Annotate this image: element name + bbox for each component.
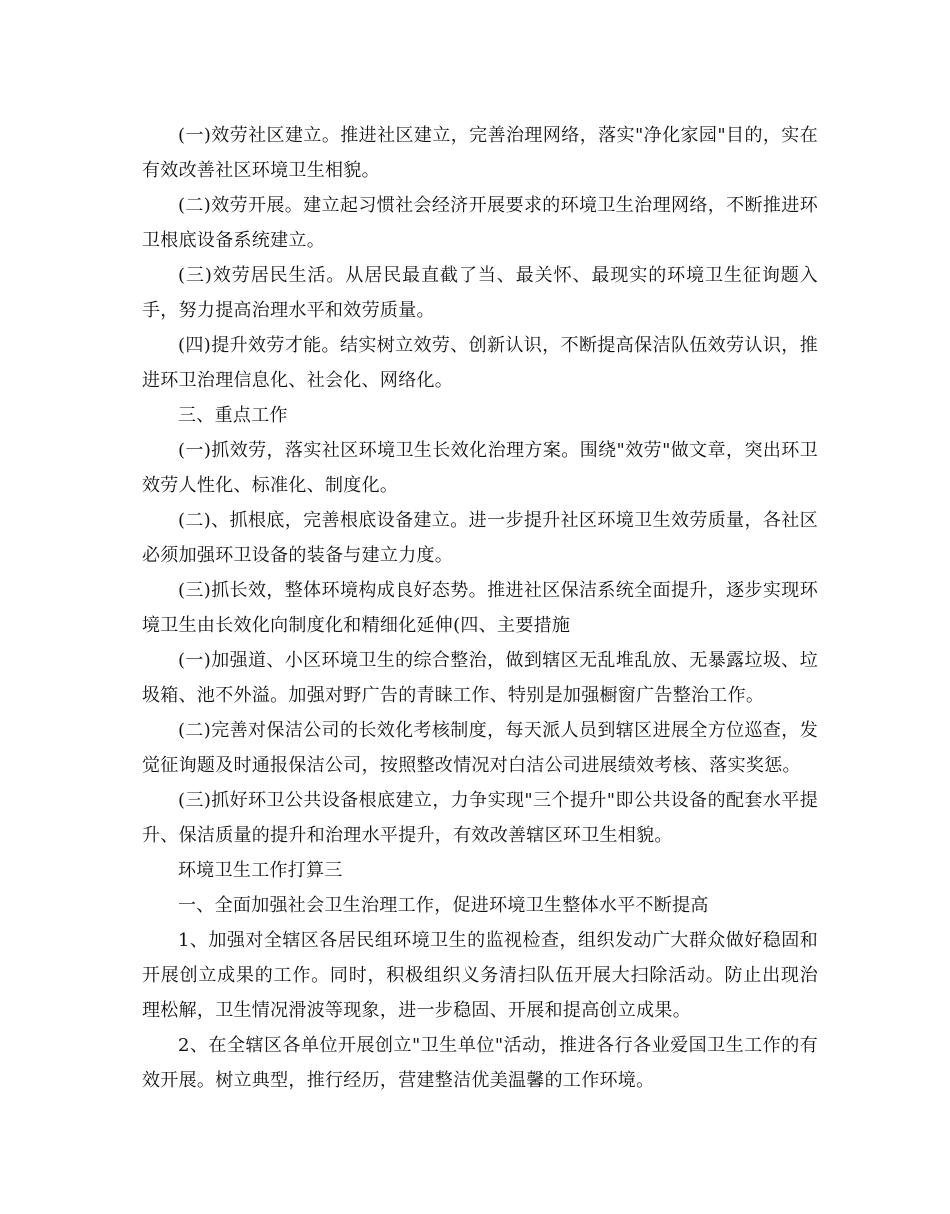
paragraph: (三)效劳居民生活。从居民最直截了当、最关怀、最现实的环境卫生征询题入手，努力提高治理水平和效劳质量。 (142, 265, 818, 321)
document-subtitle: 环境卫生工作打算三 (178, 860, 343, 881)
section-heading: 三、重点工作 (178, 405, 288, 426)
paragraph: 2、在全辖区各单位开展创立"卫生单位"活动，推进各行各业爱国卫生工作的有效开展。树立典型，推行经历，营建整洁优美温馨的工作环境。 (142, 1035, 818, 1091)
paragraph: (一)加强道、小区环境卫生的综合整治，做到辖区无乱堆乱放、无暴露垃圾、垃圾箱、池不外溢。加强对野广告的青睐工作、特别是加强橱窗广告整治工作。 (142, 650, 818, 706)
paragraph: (三)抓长效，整体环境构成良好态势。推进社区保洁系统全面提升，逐步实现环境卫生由长效化向制度化和精细化延伸(四、主要措施 (142, 580, 818, 636)
paragraph: (一)抓效劳，落实社区环境卫生长效化治理方案。围绕"效劳"做文章，突出环卫效劳人性化、标准化、制度化。 (142, 440, 818, 496)
paragraph: (二)效劳开展。建立起习惯社会经济开展要求的环境卫生治理网络，不断推进环卫根底设备系统建立。 (142, 195, 818, 251)
paragraph: (一)效劳社区建立。推进社区建立，完善治理网络，落实"净化家园"目的，实在有效改善社区环境卫生相貌。 (142, 125, 818, 181)
paragraph: (三)抓好环卫公共设备根底建立，力争实现"三个提升"即公共设备的配套水平提升、保洁质量的提升和治理水平提升，有效改善辖区环卫生相貌。 (142, 790, 818, 846)
paragraph: (二)、抓根底，完善根底设备建立。进一步提升社区环境卫生效劳质量，各社区必须加强环卫设备的装备与建立力度。 (142, 510, 818, 566)
paragraph: (四)提升效劳才能。结实树立效劳、创新认识，不断提高保洁队伍效劳认识，推进环卫治理信息化、社会化、网络化。 (142, 335, 818, 391)
document-body (142, 118, 818, 1098)
paragraph: (二)完善对保洁公司的长效化考核制度，每天派人员到辖区进展全方位巡查，发觉征询题及时通报保洁公司，按照整改情况对白洁公司进展绩效考核、落实奖惩。 (142, 720, 818, 776)
paragraph: 1、加强对全辖区各居民组环境卫生的监视检查，组织发动广大群众做好稳固和开展创立成果的工作。同时，积极组织义务清扫队伍开展大扫除活动。防止出现治理松解，卫生情况滑波等现象，进一步稳固、开展和提高创立成果。 (142, 930, 818, 1021)
section-heading: 一、全面加强社会卫生治理工作，促进环境卫生整体水平不断提高 (178, 895, 709, 916)
